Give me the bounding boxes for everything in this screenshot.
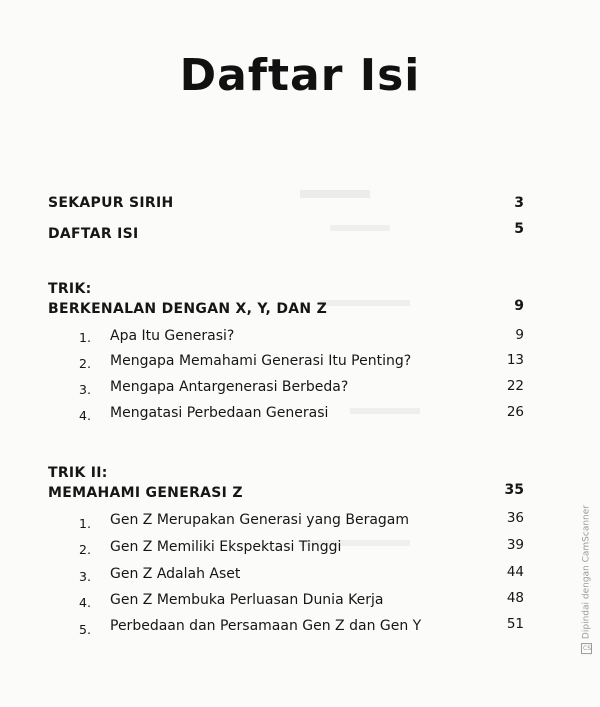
item-number: 2. (79, 542, 91, 557)
toc-entry-label: SEKAPUR SIRIH (48, 195, 174, 211)
toc-item-page: 51 (506, 616, 524, 632)
item-number: 4. (79, 408, 91, 423)
toc-item-label: Gen Z Merupakan Generasi yang Beragam (110, 512, 410, 528)
toc-item-label: Gen Z Memiliki Ekspektasi Tinggi (110, 539, 342, 555)
toc-item-label: Mengapa Antargenerasi Berbeda? (110, 379, 349, 395)
section-label: TRIK: (48, 281, 92, 297)
item-number: 5. (79, 622, 91, 637)
toc-item-label: Perbedaan dan Persamaan Gen Z dan Gen Y (110, 618, 422, 634)
toc-entry-page: 5 (514, 221, 524, 237)
bleed-through-mark (350, 408, 420, 414)
scanner-watermark-text: Dipindai dengan CamScanner (581, 505, 592, 640)
toc-item-page: 26 (506, 404, 524, 420)
toc-item-page: 44 (506, 564, 524, 580)
toc-item-page: 22 (506, 378, 524, 394)
section-title: BERKENALAN DENGAN X, Y, DAN Z (48, 301, 328, 317)
bleed-through-mark (330, 225, 390, 231)
toc-item-label: Mengapa Memahami Generasi Itu Penting? (110, 353, 412, 369)
toc-entry-label: DAFTAR ISI (48, 226, 139, 242)
toc-item-page: 13 (506, 352, 524, 368)
toc-entry-page: 3 (514, 195, 524, 211)
page-title: Daftar Isi (179, 50, 421, 101)
scanner-watermark (581, 505, 592, 654)
section-page: 35 (504, 482, 524, 498)
toc-item-page: 39 (506, 537, 524, 553)
bleed-through-mark (320, 300, 410, 306)
item-number: 4. (79, 595, 91, 610)
item-number: 3. (79, 569, 91, 584)
item-number: 1. (79, 330, 91, 345)
toc-item-page: 36 (506, 510, 524, 526)
toc-item-label: Apa Itu Generasi? (110, 328, 235, 344)
item-number: 2. (79, 356, 91, 371)
bleed-through-mark (300, 190, 370, 198)
section-page: 9 (514, 298, 524, 314)
item-number: 1. (79, 516, 91, 531)
camscanner-logo-icon: CS (582, 645, 591, 653)
toc-item-page: 9 (515, 327, 524, 343)
section-label: TRIK II: (48, 465, 108, 481)
toc-item-label: Gen Z Adalah Aset (110, 566, 241, 582)
toc-item-label: Gen Z Membuka Perluasan Dunia Kerja (110, 592, 384, 608)
item-number: 3. (79, 382, 91, 397)
toc-item-page: 48 (506, 590, 524, 606)
toc-item-label: Mengatasi Perbedaan Generasi (110, 405, 329, 421)
section-title: MEMAHAMI GENERASI Z (48, 485, 243, 501)
